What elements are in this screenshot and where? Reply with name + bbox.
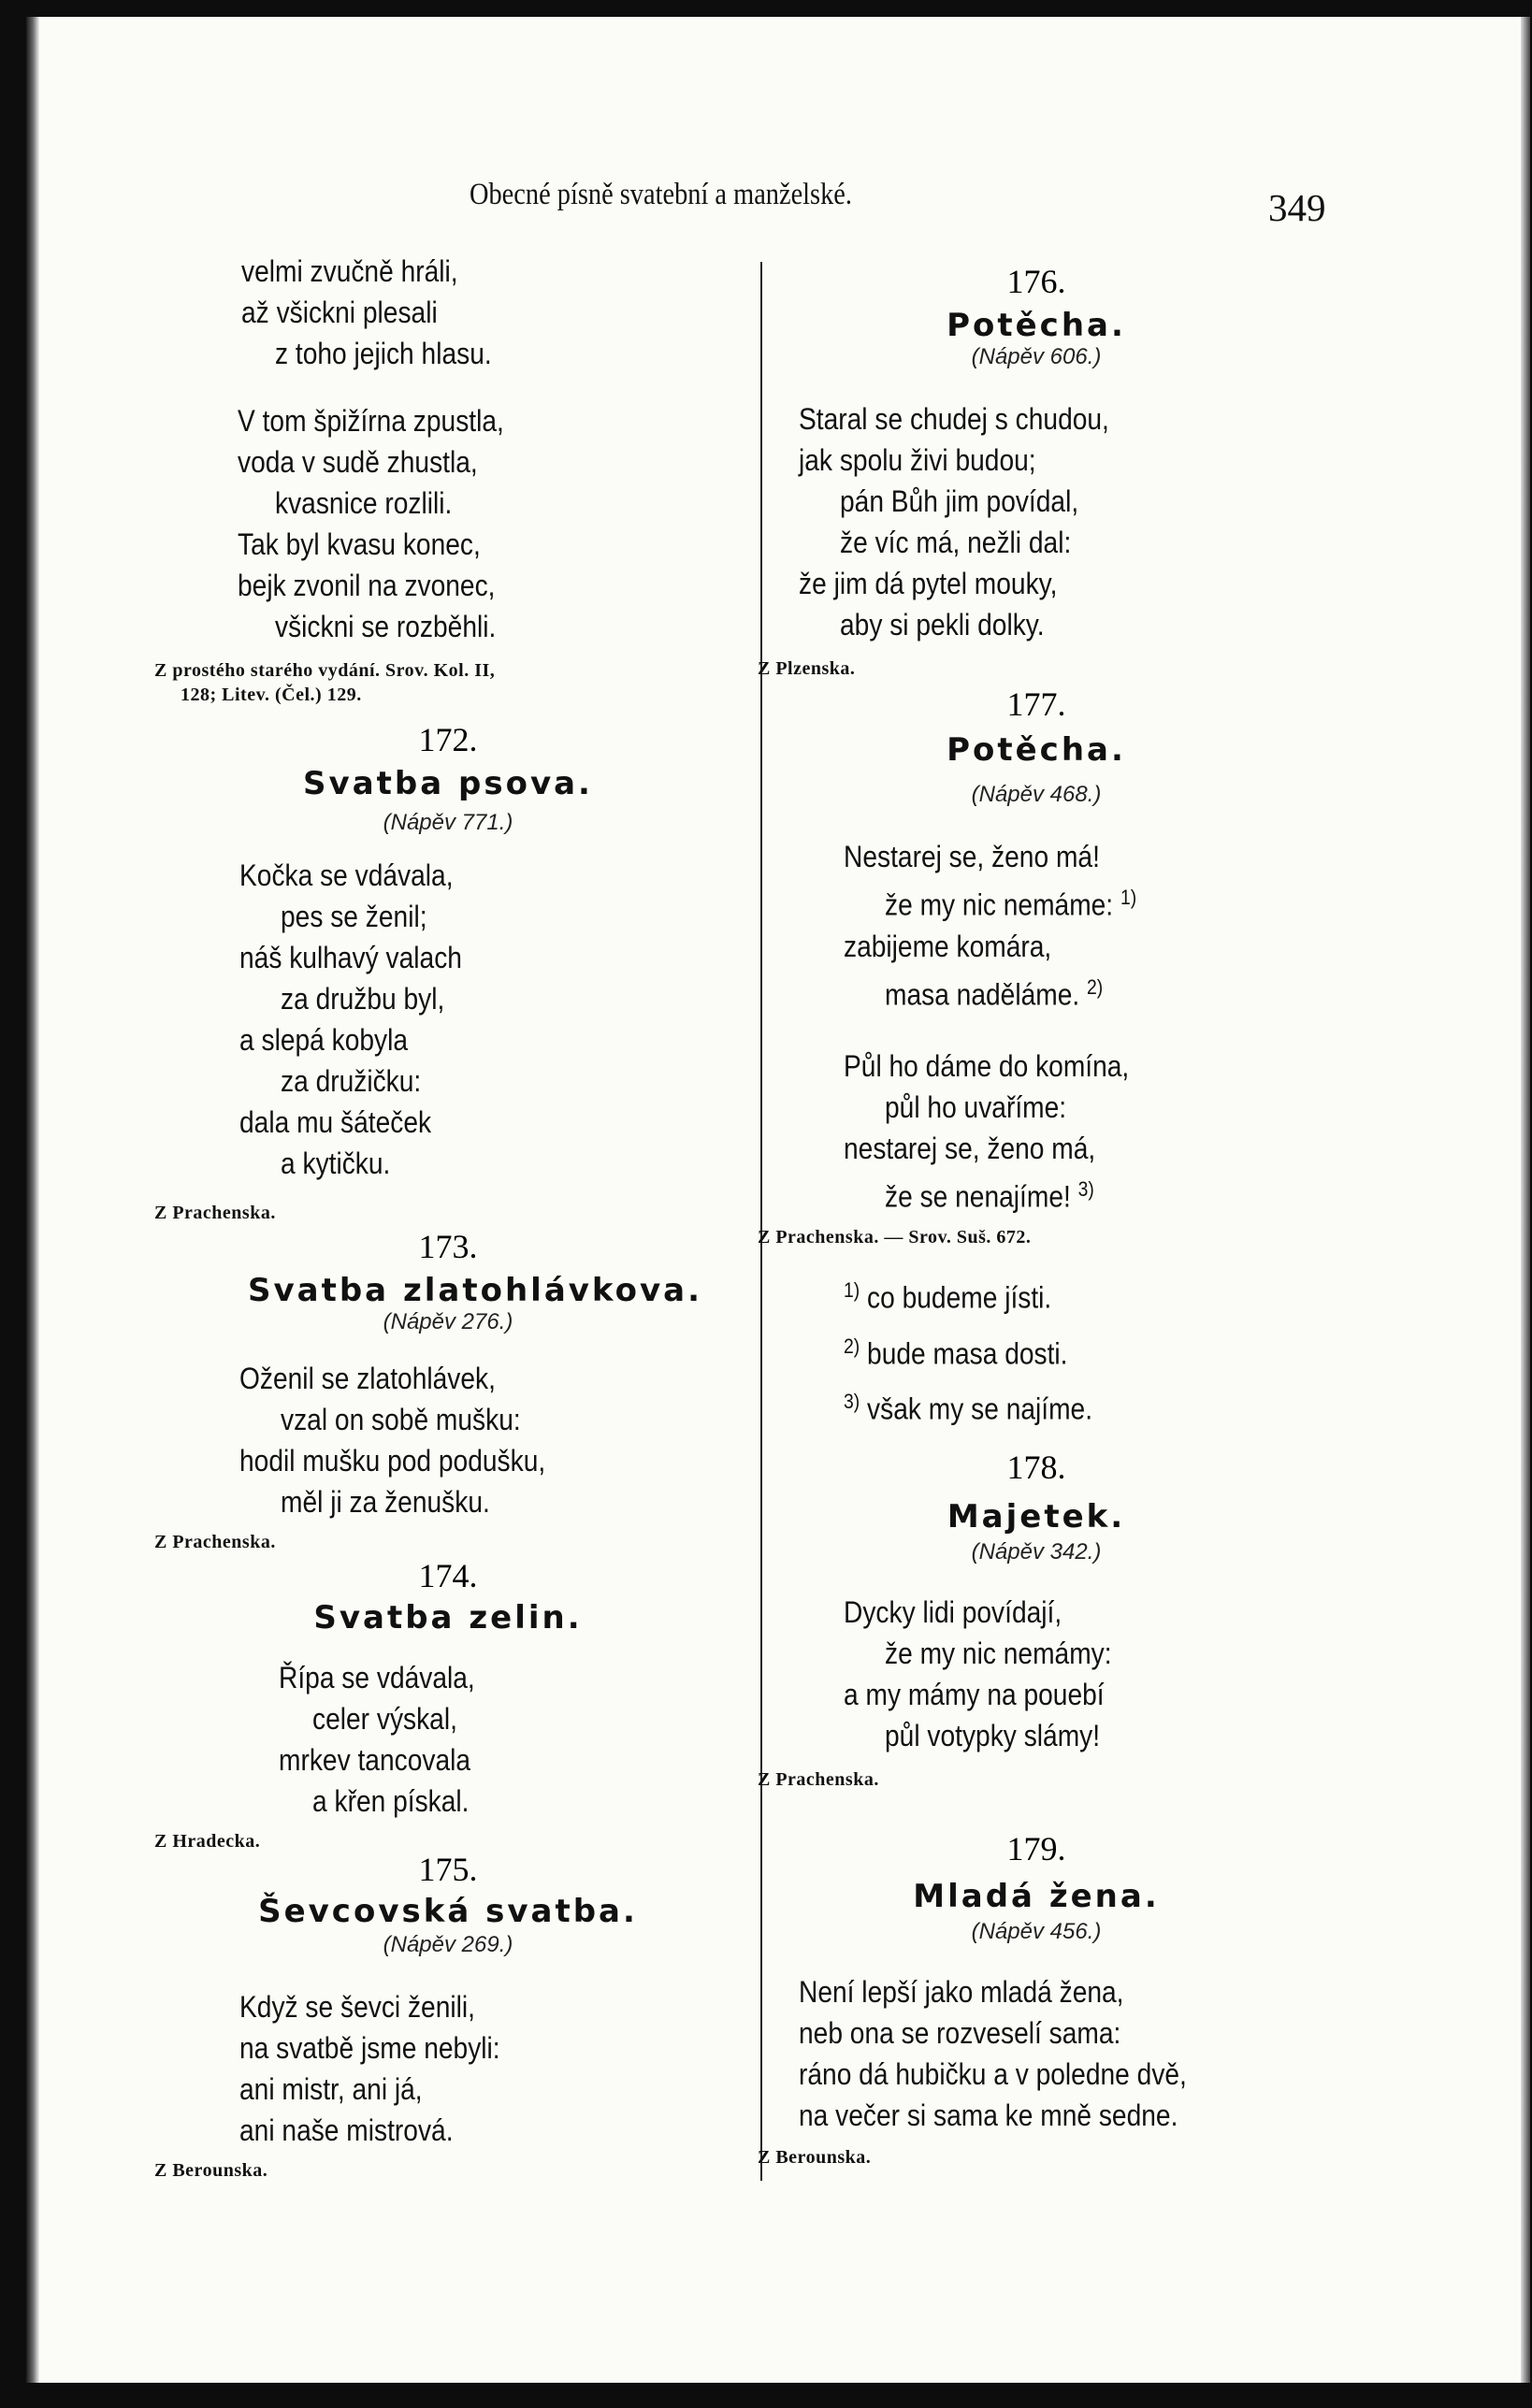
tune-reference: (Nápěv 342.) xyxy=(971,1539,1102,1564)
verse-line: pán Bůh jim povídal, xyxy=(840,484,1079,518)
footnote-marker: 1) xyxy=(1120,886,1137,909)
tune-reference: (Nápěv 456.) xyxy=(971,1919,1102,1944)
verse-line: náš kulhavý valach xyxy=(239,941,462,974)
song-title: Mladá žena. xyxy=(913,1878,1160,1915)
song-number: 176. xyxy=(1006,263,1066,300)
verse-line: mrkev tancovala xyxy=(279,1743,471,1777)
verse-line: a my mámy na pouebí xyxy=(844,1678,1105,1711)
verse-line: V tom špižírna zpustla, xyxy=(238,404,504,438)
tune-reference: (Nápěv 269.) xyxy=(383,1932,513,1957)
tune-reference: (Nápěv 468.) xyxy=(971,782,1102,807)
verse-line: půl votypky slámy! xyxy=(885,1719,1101,1752)
song-number: 173. xyxy=(418,1228,478,1265)
source-note: Z Berounska. xyxy=(758,2147,872,2168)
source-note: Z Hradecka. xyxy=(154,1831,261,1852)
source-note: Z Prachenska. xyxy=(154,1203,276,1223)
source-note: 128; Litev. (Čel.) 129. xyxy=(181,685,362,705)
verse-line: že víc má, nežli dal: xyxy=(840,526,1072,559)
verse-line: Řípa se vdávala, xyxy=(279,1661,475,1694)
song-title: Potěcha. xyxy=(947,731,1126,769)
footnotes xyxy=(844,1266,1126,1434)
song-title: Svatba zelin. xyxy=(313,1599,583,1637)
song-177-stanza-2 xyxy=(844,1045,1168,1218)
verse-line: masa naděláme. xyxy=(885,977,1080,1012)
verse-line: za družbu byl, xyxy=(281,982,445,1016)
source-note: Z Prachenska. xyxy=(154,1532,276,1552)
verse-line: až všickni plesali xyxy=(241,296,438,329)
verse-line: nestarej se, ženo má, xyxy=(844,1132,1096,1165)
verse-line: velmi zvučně hráli, xyxy=(241,254,458,288)
song-176-lyrics xyxy=(799,398,1151,645)
source-note: Z Berounska. xyxy=(154,2160,268,2181)
song-title: Svatba zlatohlávkova. xyxy=(247,1272,703,1309)
verse-line: hodil mušku pod podušku, xyxy=(239,1444,546,1478)
verse-line: zabijeme komára, xyxy=(844,929,1052,963)
verse-line: ani mistr, ani já, xyxy=(239,2072,423,2106)
verse-line: Staral se chudej s chudou, xyxy=(799,402,1109,436)
tune-reference: (Nápěv 606.) xyxy=(971,344,1102,369)
footnote-marker: 3) xyxy=(1077,1177,1094,1201)
verse-line: na večer si sama ke mně sedne. xyxy=(799,2098,1178,2132)
song-171-stanza-2 xyxy=(238,400,541,647)
song-number: 175. xyxy=(418,1851,478,1888)
source-note: Z Prachenska. xyxy=(758,1769,879,1790)
song-174-lyrics xyxy=(279,1657,501,1822)
verse-line: Půl ho dáme do komína, xyxy=(844,1049,1130,1083)
footnote-text: co budeme jísti. xyxy=(867,1280,1052,1315)
verse-line: Dycky lidi povídají, xyxy=(844,1595,1062,1629)
verse-line: ráno dá hubičku a v poledne dvě, xyxy=(799,2057,1187,2091)
song-number: 179. xyxy=(1006,1830,1066,1867)
song-title: Svatba psova. xyxy=(303,765,593,802)
verse-line: že my nic nemámy: xyxy=(885,1637,1112,1670)
source-note: Z prostého starého vydání. Srov. Kol. II, xyxy=(154,660,496,681)
song-173-lyrics xyxy=(239,1358,587,1522)
verse-line: vzal on sobě mušku: xyxy=(281,1403,521,1436)
song-171-stanza-1 xyxy=(241,251,521,374)
page-number: 349 xyxy=(1268,186,1326,229)
song-175-lyrics xyxy=(239,1986,536,2151)
song-179-lyrics xyxy=(799,1971,1239,2136)
verse-line: bejk zvonil na zvonec, xyxy=(238,569,496,602)
song-number: 172. xyxy=(418,721,478,758)
running-head: Obecné písně svatební a manželské. xyxy=(470,178,852,211)
footnote-marker: 1) xyxy=(844,1278,860,1302)
footnote-marker: 3) xyxy=(844,1390,860,1414)
verse-line: neb ona se rozveselí sama: xyxy=(799,2016,1121,2050)
source-note: Z Plzenska. xyxy=(758,658,856,679)
verse-line: Kočka se vdávala, xyxy=(239,858,454,892)
source-note: Z Prachenska. — Srov. Suš. 672. xyxy=(758,1227,1032,1247)
verse-line: Není lepší jako mladá žena, xyxy=(799,1975,1124,2009)
verse-line: ani naše mistrová. xyxy=(239,2113,454,2147)
song-178-lyrics xyxy=(844,1592,1143,1756)
verse-line: Nestarej se, ženo má! xyxy=(844,840,1100,873)
verse-line: z toho jejich hlasu. xyxy=(275,337,492,370)
verse-line: pes se ženil; xyxy=(281,900,427,933)
verse-line: voda v sudě zhustla, xyxy=(238,445,478,479)
footnote-text: bude masa dosti. xyxy=(867,1336,1068,1371)
verse-line: Tak byl kvasu konec, xyxy=(238,527,481,561)
verse-line: za družičku: xyxy=(281,1064,422,1098)
verse-line: na svatbě jsme nebyli: xyxy=(239,2031,500,2065)
song-number: 177. xyxy=(1006,685,1066,723)
column-divider xyxy=(760,262,762,2181)
verse-line: Když se ševci ženili, xyxy=(239,1990,475,2024)
verse-line: měl ji za ženušku. xyxy=(281,1485,490,1519)
song-number: 174. xyxy=(418,1557,478,1594)
song-title: Potěcha. xyxy=(947,307,1126,344)
verse-line: jak spolu živi budou; xyxy=(799,443,1036,477)
verse-line: a křen pískal. xyxy=(312,1784,470,1818)
verse-line: a slepá kobyla xyxy=(239,1023,409,1057)
tune-reference: (Nápěv 276.) xyxy=(383,1309,513,1334)
verse-line: aby si pekli dolky. xyxy=(840,608,1045,642)
book-page xyxy=(26,17,1530,2383)
footnote-marker: 2) xyxy=(844,1334,860,1358)
verse-line: všickni se rozběhli. xyxy=(275,610,497,643)
tune-reference: (Nápěv 771.) xyxy=(383,810,513,835)
footnote-text: však my se najíme. xyxy=(867,1391,1093,1426)
verse-line: půl ho uvaříme: xyxy=(885,1090,1067,1124)
verse-line: že jim dá pytel mouky, xyxy=(799,567,1058,600)
verse-line: a kytičku. xyxy=(281,1146,391,1180)
verse-line: že se nenajíme! xyxy=(885,1179,1071,1214)
verse-line: kvasnice rozlili. xyxy=(275,486,453,520)
footnote-marker: 2) xyxy=(1087,974,1104,999)
verse-line: že my nic nemáme: xyxy=(885,887,1114,922)
song-177-stanza-1 xyxy=(844,836,1171,1015)
song-number: 178. xyxy=(1006,1449,1066,1486)
verse-line: dala mu šáteček xyxy=(239,1105,432,1139)
song-title: Ševcovská svatba. xyxy=(258,1893,638,1930)
song-title: Majetek. xyxy=(947,1498,1126,1536)
verse-line: Oženil se zlatohlávek, xyxy=(239,1362,496,1395)
verse-line: celer výskal, xyxy=(312,1702,457,1736)
song-172-lyrics xyxy=(239,855,492,1184)
